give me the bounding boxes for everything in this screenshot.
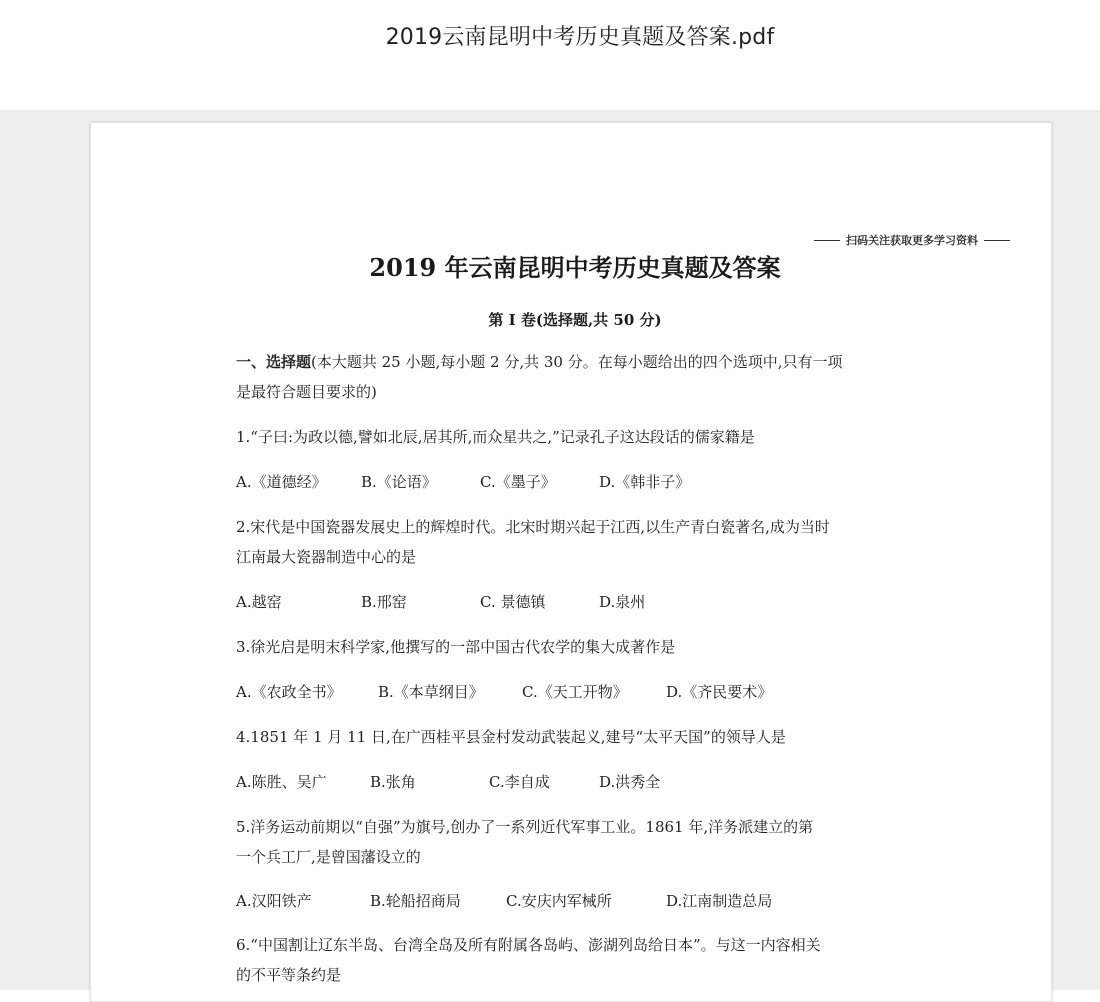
question-line: 1.“子曰:为政以德,譬如北辰,居其所,而众星共之,”记录孔子这达段话的儒家籍是: [236, 428, 755, 446]
instructions-line-1: [236, 347, 916, 377]
question-4: [236, 722, 916, 752]
question-3: [236, 632, 916, 662]
question-4-options: [236, 767, 916, 797]
question-1-options: [236, 467, 916, 497]
option-b: B.《论语》: [361, 473, 437, 491]
question-5: [236, 812, 916, 872]
instructions-text: (本大题共 25 小题,每小题 2 分,共 30 分。在每小题给出的四个选项中,只有一项: [311, 353, 843, 371]
option-a: A.越窑: [236, 593, 282, 611]
option-b: B.邢窑: [361, 593, 407, 611]
question-3-options: [236, 677, 916, 707]
option-b: B.张角: [370, 773, 416, 791]
qr-note: [808, 232, 1016, 248]
option-d: D.《韩非子》: [599, 473, 691, 491]
section-title: 第 I 卷(选择题,共 50 分): [488, 311, 662, 329]
question-5-options: [236, 886, 916, 916]
option-b: B.《本草纲目》: [378, 683, 484, 701]
option-b: B.轮船招商局: [370, 892, 461, 910]
option-a: A.汉阳铁产: [236, 892, 312, 910]
question-2: [236, 512, 916, 572]
question-line: 2.宋代是中国瓷器发展史上的辉煌时代。北宋时期兴起于江西,以生产青白瓷著名,成为当时: [236, 518, 830, 536]
question-line: 6.“中国割让辽东半岛、台湾全岛及所有附属各岛屿、澎湖列岛给日本”。与这一内容相关: [236, 936, 821, 954]
option-a: A.《道德经》: [236, 473, 327, 491]
question-2-options: [236, 587, 916, 617]
question-line: 的不平等条约是: [236, 966, 342, 984]
instructions-heading: 一、选择题: [236, 353, 312, 371]
question-line: 江南最大瓷器制造中心的是: [236, 548, 417, 566]
dash-right: [984, 240, 1010, 241]
option-a: A.陈胜、吴广: [236, 773, 327, 791]
option-d: D.泉州: [599, 593, 646, 611]
document-title: 2019 年云南昆明中考历史真题及答案: [369, 253, 781, 282]
question-line: 一个兵工厂,是曾国藩设立的: [236, 848, 421, 866]
instructions: [236, 347, 916, 407]
qr-note-text: 扫码关注获取更多学习资料: [846, 234, 978, 247]
file-title: 2019云南昆明中考历史真题及答案.pdf: [385, 25, 775, 50]
question-line: 5.洋务运动前期以“自强”为旗号,创办了一系列近代军事工业。1861 年,洋务派建立的第: [236, 818, 814, 836]
file-header: [0, 0, 1100, 110]
instructions-line-2: 是最符合题目要求的): [236, 383, 377, 401]
option-d: D.洪秀全: [599, 773, 661, 791]
option-c: C. 景德镇: [480, 593, 546, 611]
option-c: C.《天工开物》: [522, 683, 628, 701]
option-c: C.安庆内军械所: [506, 892, 612, 910]
option-c: C.《墨子》: [480, 473, 556, 491]
option-d: D.《齐民要术》: [666, 683, 773, 701]
question-line: 3.徐光启是明末科学家,他撰写的一部中国古代农学的集大成著作是: [236, 638, 676, 656]
question-6: [236, 930, 916, 990]
option-a: A.《农政全书》: [236, 683, 342, 701]
option-d: D.江南制造总局: [666, 892, 773, 910]
dash-left: [814, 240, 840, 241]
question-line: 4.1851 年 1 月 11 日,在广西桂平县金村发动武装起义,建号“太平天国”的领导人是: [236, 728, 786, 746]
option-c: C.李自成: [489, 773, 550, 791]
question-1: [236, 422, 916, 452]
